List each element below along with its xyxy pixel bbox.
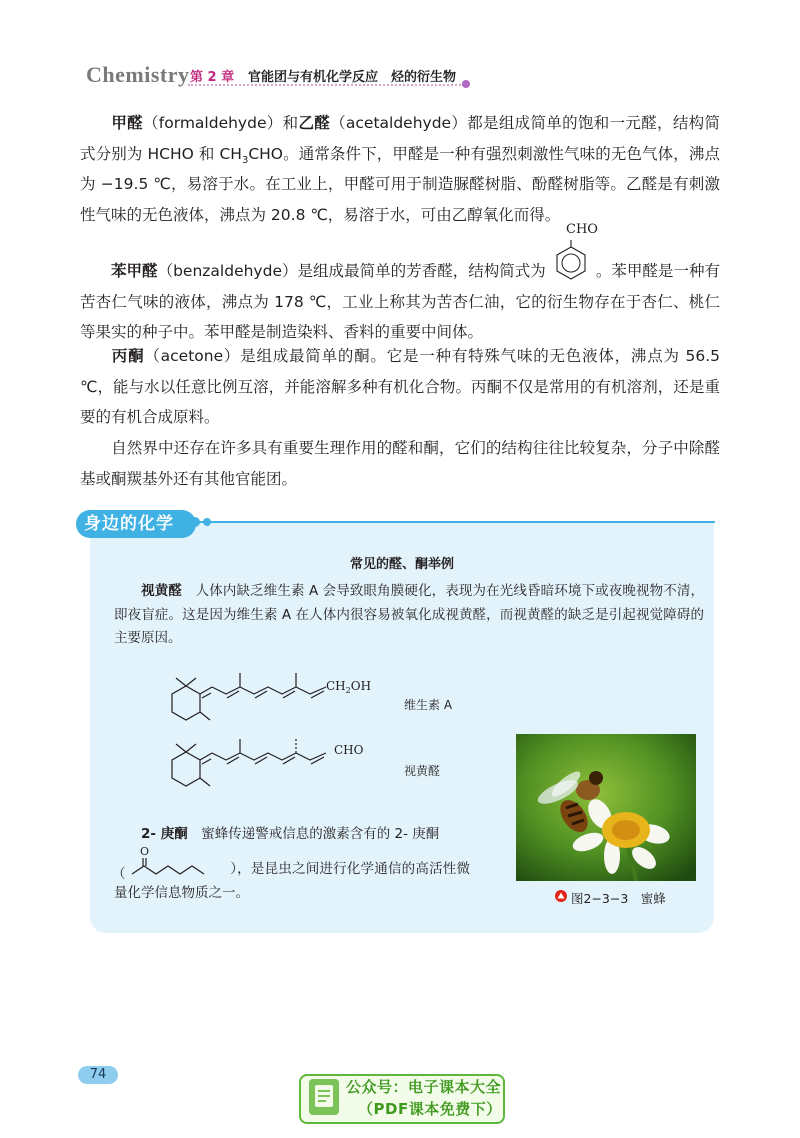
paragraph-nature: 自然界中还存在许多具有重要生理作用的醛和酮，它们的结构往往比较复杂，分子中除醛基或酮羰基外还有其他官能团。 bbox=[80, 439, 720, 488]
retinal-structure bbox=[172, 739, 326, 786]
header-chapter: 第 2 章 bbox=[190, 70, 235, 85]
sidebar-top-rule bbox=[180, 521, 715, 523]
term-formaldehyde: 甲醛 bbox=[111, 114, 143, 132]
term-acetaldehyde: 乙醛 bbox=[298, 114, 331, 132]
vitamin-a-label: 维生素 A bbox=[404, 698, 453, 712]
vitamin-a-structure bbox=[172, 673, 326, 720]
figure-caption: 图2−3−3 蜜蜂 bbox=[571, 891, 666, 906]
header-subject: Chemistry bbox=[86, 62, 190, 87]
paragraph-benzaldehyde: 苯甲醛（benzaldehyde）是组成最简单的芳香醛，结构简式为 。苯甲醛是一种有苦杏仁气味的液体，沸点为 178 ℃，工业上称其为苦杏仁油，它的衍生物存在于杏仁、桃仁等果实的种子中。苯甲醛是制造染料、香料的重要中间体。 bbox=[80, 262, 720, 341]
header-divider bbox=[188, 84, 464, 86]
watermark-line-1: 公众号：电子课本大全 bbox=[346, 1078, 502, 1096]
header-title: 官能团与有机化学反应 烃的衍生物 bbox=[248, 70, 457, 85]
term-heptanone: 2- 庚酮 bbox=[141, 826, 188, 842]
tab-dot bbox=[190, 517, 200, 527]
book-logo-icon bbox=[309, 1079, 339, 1115]
sidebar-tab: 身边的化学 bbox=[76, 510, 196, 538]
watermark-line-2: （PDF课本免费下） bbox=[358, 1100, 502, 1118]
heptanone-paragraph: 2- 庚酮 蜜蜂传递警戒信息的激素含有的 2- 庚酮 bbox=[141, 826, 440, 842]
heptanone-open-paren: （ bbox=[112, 866, 126, 882]
paragraph-acetone: 丙酮（acetone）是组成最简单的酮。它是一种有特殊气味的无色液体，沸点为 56.5 ℃，能与水以任意比例互溶，并能溶解多种有机化合物。丙酮不仅是常用的有机溶剂，还是重要的有机合成原料。 bbox=[80, 347, 720, 426]
retinal-label: 视黄醛 bbox=[404, 764, 441, 778]
tab-dot bbox=[203, 518, 211, 526]
benzaldehyde-cho-label: CHO bbox=[566, 222, 598, 237]
term-retinal: 视黄醛 bbox=[141, 583, 182, 599]
term-acetone: 丙酮 bbox=[111, 347, 145, 365]
paragraph-formaldehyde: 甲醛（formaldehyde）和乙醛（acetaldehyde）都是组成简单的饱和一元醛，结构简式分别为 HCHO 和 $CH_3CHO$。通常条件下，甲醛是一种有强烈刺激性气味的无色气体，沸点为 −19.5 ℃，易溶于水。在工业上，甲醛可用于制造脲醛树脂、酚醛树脂等。乙醛是有刺激性气味的无色液体，沸点为 20.8 ℃，易溶于水，可由乙醇氧化而得。 bbox=[80, 114, 720, 224]
bee-photo bbox=[516, 734, 696, 881]
term-benzaldehyde: 苯甲醛 bbox=[111, 262, 158, 280]
heptanone-o-label: O bbox=[140, 845, 150, 858]
figure-marker-icon bbox=[555, 890, 567, 902]
page-number: 74 bbox=[78, 1066, 118, 1084]
retinal-group: CHO bbox=[334, 743, 364, 757]
retinal-paragraph: 视黄醛 人体内缺乏维生素 A 会导致眼角膜硬化，表现为在光线昏暗环境下或夜晚视物不清，即夜盲症。这是因为维生素 A 在人体内很容易被氧化成视黄醛，而视黄醛的缺乏是引起视觉障碍的主要原因。 bbox=[114, 583, 704, 646]
vitamin-a-group: $CH_2OH$ bbox=[326, 679, 372, 695]
header-dot bbox=[462, 80, 470, 88]
sidebar-heading: 常见的醛、酮举例 bbox=[349, 557, 454, 572]
heptanone-paragraph-cont: ），是昆虫之间进行化学通信的高活性微量化学信息物质之一。 bbox=[114, 861, 470, 901]
